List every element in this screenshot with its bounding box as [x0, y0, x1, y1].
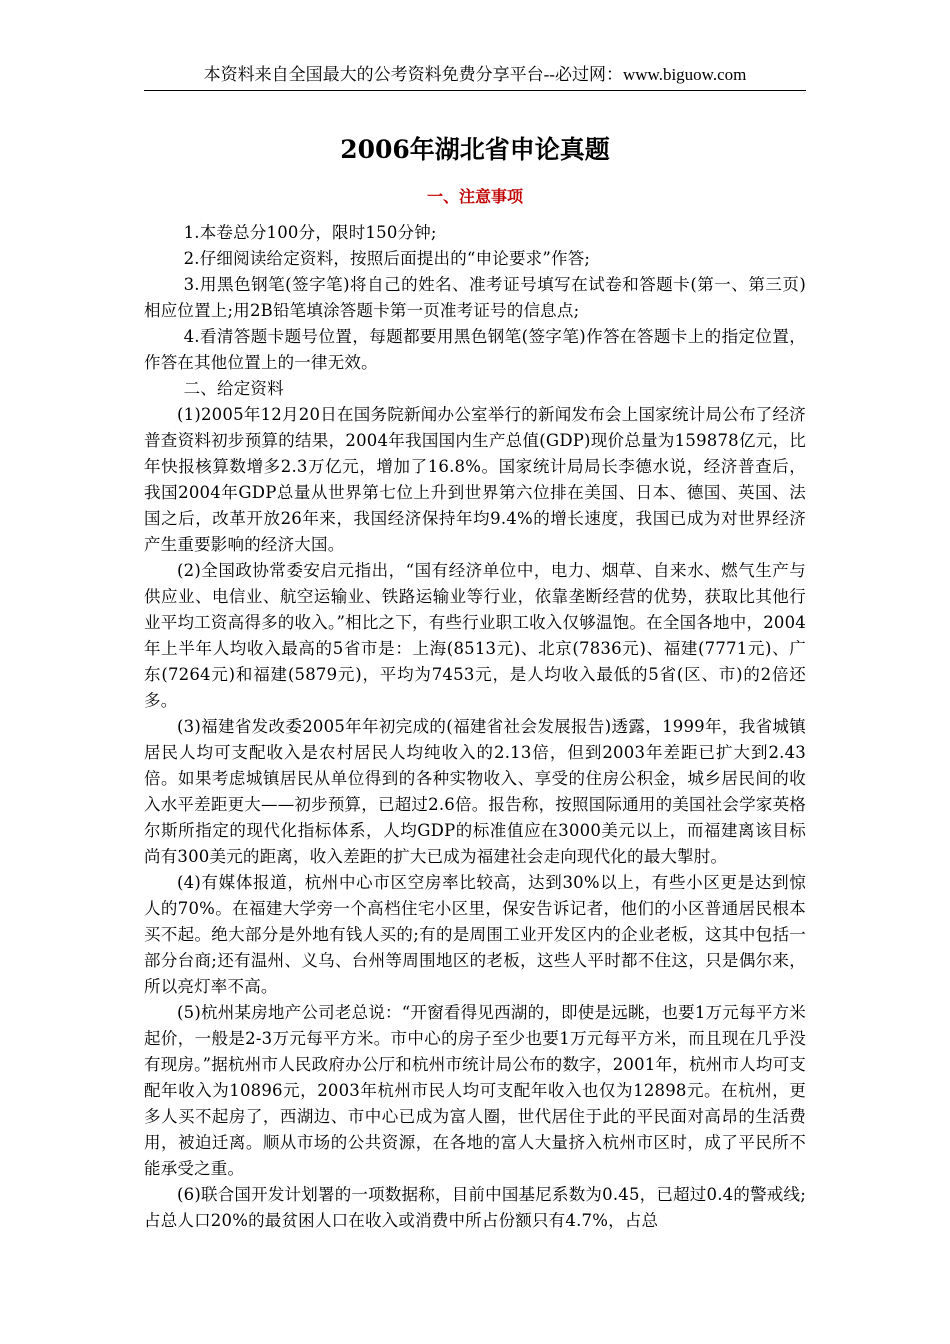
note-item: 1.本卷总分100分，限时150分钟; — [183, 223, 437, 242]
material-paragraph: (2)全国政协常委安启元指出，“国有经济单位中，电力、烟草、自来水、燃气生产与供应业、电信业、航空运输业、铁路运输业等行业，依靠垄断经营的优势，获取比其他行业平均工资高得多的收入。”相比之下，有些行业职工收入仅够温饱。在全国各地中，2004年上半年人均收入最高的5省市是：上海(8513元)、北京(7836元)、福建(7771元)、广东(7264元)和福建(5879元)，平均为7453元，是人均收入最低的5省(区、市)的2倍还多。 — [144, 561, 806, 710]
page-header: 本资料来自全国最大的公考资料免费分享平台--必过网：www.biguow.com — [203, 65, 747, 84]
material-paragraph: (3)福建省发改委2005年年初完成的(福建省社会发展报告)透露，1999年，我省城镇居民人均可支配收入是农村居民人均纯收入的2.13倍，但到2003年差距已扩大到2.43倍。如果考虑城镇居民从单位得到的各种实物收入、享受的住房公积金，城乡居民间的收入水平差距更大——初步预算，已超过2.6倍。报告称，按照国际通用的美国社会学家英格尔斯所指定的现代化指标体系，人均GDP的标准值应在3000美元以上，而福建离该目标尚有300美元的距离，收入差距的扩大已成为福建社会走向现代化的最大掣肘。 — [144, 717, 806, 866]
note-item: 3.用黑色钢笔(签字笔)将自己的姓名、准考证号填写在试卷和答题卡(第一、第三页)相应位置上;用2B铅笔填涂答题卡第一页准考证号的信息点; — [144, 275, 806, 320]
material-paragraph: (6)联合国开发计划署的一项数据称，目前中国基尼系数为0.45，已超过0.4的警戒线;占总人口20%的最贫困人口在收入或消费中所占份额只有4.7%，占总 — [144, 1185, 806, 1230]
material-paragraph: (5)杭州某房地产公司老总说：“开窗看得见西湖的，即使是远眺，也要1万元每平方米起价，一般是2-3万元每平方米。市中心的房子至少也要1万元每平方米，而且现在几乎没有现房。”据杭州市人民政府办公厅和杭州市统计局公布的数字，2001年，杭州市人均可支配年收入为10896元，2003年杭州市民人均可支配年收入也仅为12898元。在杭州，更多人买不起房了，西湖边、市中心已成为富人圈，世代居住于此的平民面对高昂的生活费用，被迫迁离。顺从市场的公共资源，在各地的富人大量挤入杭州市区时，成了平民所不能承受之重。 — [144, 1003, 806, 1178]
header-divider — [144, 90, 806, 91]
note-item: 4.看清答题卡题号位置，每题都要用黑色钢笔(签字笔)作答在答题卡上的指定位置，作答在其他位置上的一律无效。 — [144, 327, 806, 372]
note-item: 2.仔细阅读给定资料，按照后面提出的“申论要求”作答; — [183, 249, 591, 268]
document-body — [144, 220, 806, 1234]
material-paragraph: (4)有媒体报道，杭州中心市区空房率比较高，达到30%以上，有些小区更是达到惊人的70%。在福建大学旁一个高档住宅小区里，保安告诉记者，他们的小区普通居民根本买不起。绝大部分是外地有钱人买的;有的是周围工业开发区内的企业老板，这其中包括一部分台商;还有温州、义乌、台州等周围地区的老板，这些人平时都不住这，只是偶尔来，所以亮灯率不高。 — [144, 873, 806, 996]
section-heading-materials: 二、给定资料 — [183, 379, 284, 398]
section-heading-notes: 一、注意事项 — [426, 187, 523, 206]
material-paragraph: (1)2005年12月20日在国务院新闻办公室举行的新闻发布会上国家统计局公布了经济普查资料初步预算的结果，2004年我国国内生产总值(GDP)现价总量为159878亿元，比年快报核算数增多2.3万亿元，增加了16.8%。国家统计局局长李德水说，经济普查后，我国2004年GDP总量从世界第七位上升到世界第六位排在美国、日本、德国、英国、法国之后，改革开放26年来，我国经济保持年均9.4%的增长速度，我国已成为对世界经济产生重要影响的经济大国。 — [144, 405, 806, 554]
document-title: 2006年湖北省申论真题 — [340, 135, 610, 164]
